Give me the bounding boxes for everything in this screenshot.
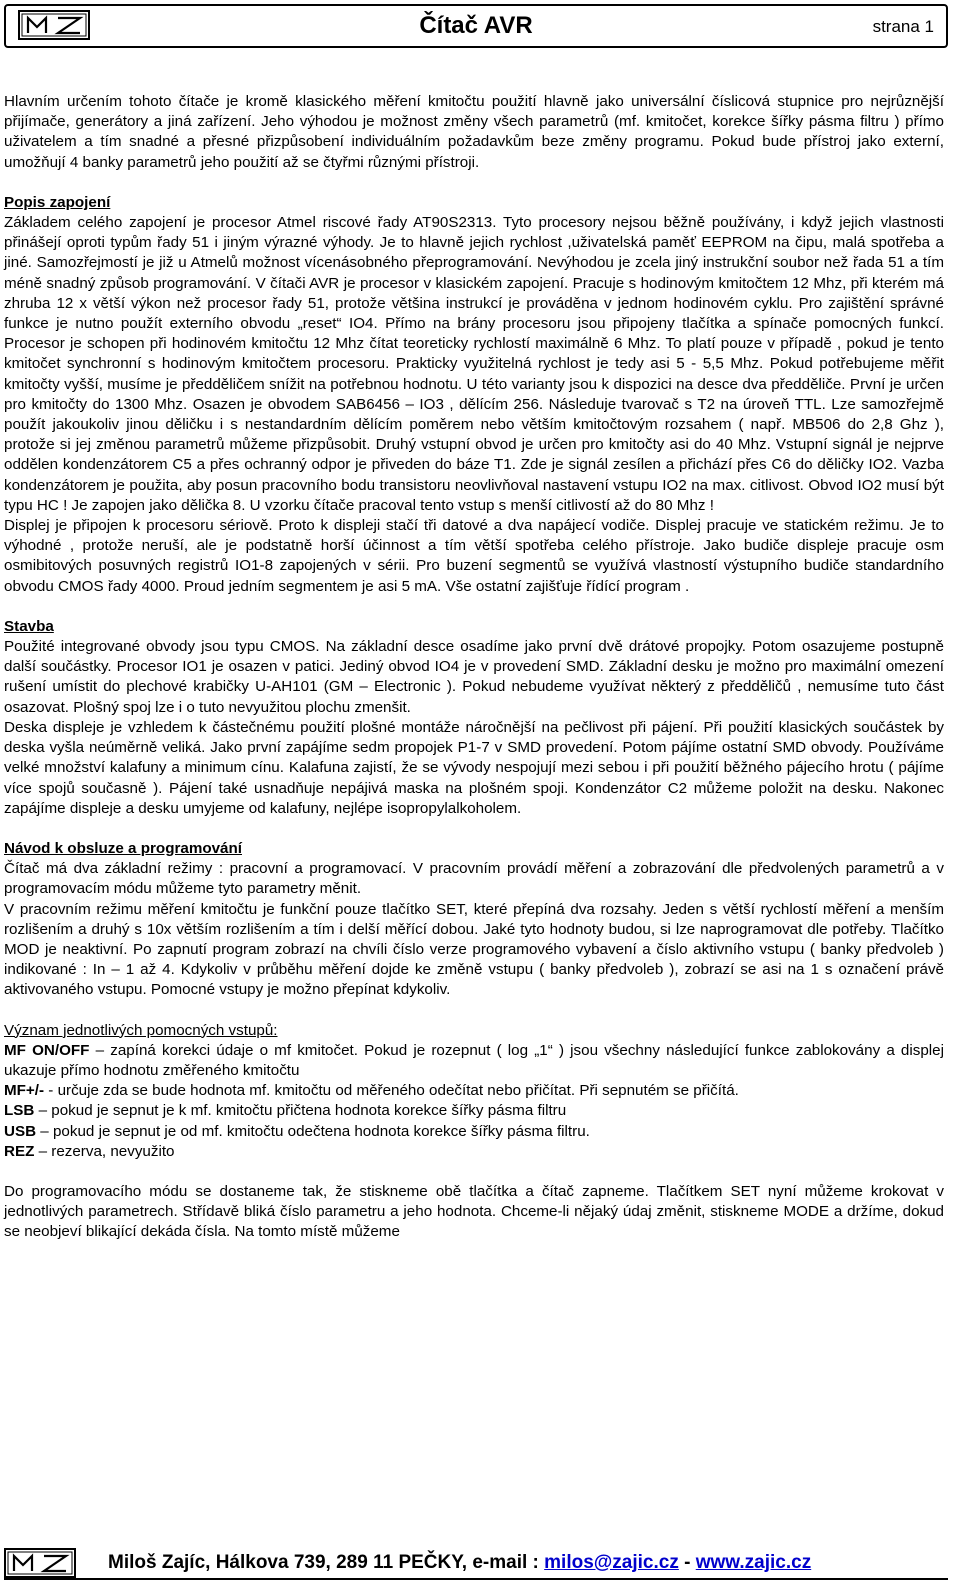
- item-text: - určuje zda se bude hodnota mf. kmitočtu od měřeného odečítat nebo přičítat. Při sepnutém se přičítá.: [44, 1082, 739, 1100]
- section-heading-popis: Popis zapojení: [4, 193, 111, 211]
- list-item: [4, 1041, 944, 1081]
- item-text: – rezerva, nevyužito: [34, 1142, 175, 1160]
- footer-address: Miloš Zajíc, Hálkova 739, 289 11 PEČKY, e-mail :: [108, 1552, 545, 1573]
- item-term: MF+/-: [4, 1082, 45, 1100]
- list-item: [4, 1142, 944, 1162]
- mz-logo-icon: [4, 1548, 76, 1578]
- list-item: [4, 1122, 944, 1142]
- stavba-paragraph-1: Použité integrované obvody jsou typu CMOS. Na základní desce osadíme jako první dvě drátové propojky. Potom osazujeme postupně další součástky. Procesor IO1 je osazen v patici. Jediný obvod IO4 je v provedení SMD. Základní desku je možno pro maximální omezení rušení umístit do plechové krabičky U-AH101 (GM – Electronic ). Pokud nebudeme využívat některý z předděličů , nemusíme tuto část osazovat. Plošný spoj lze i o tuto nevyužitou plochu zmenšit.: [4, 638, 944, 716]
- footer-divider: [4, 1578, 948, 1580]
- item-term: MF ON/OFF: [4, 1041, 90, 1059]
- web-link[interactable]: www.zajic.cz: [695, 1552, 812, 1573]
- navod-paragraph-2: V pracovním režimu měření kmitočtu je funkční pouze tlačítko SET, které přepíná dva rozsahy. Jeden s větší rychlostí měření a menším rozlišením a druhý s 10x větším rozlišením a tím i delší měřící dobou. Jaké tyto hodnoty budou, si lze naprogramovat dle potřeby. Tlačítko MOD je neaktivní. Po zapnutí program zobrazí na chvíli číslo verze programového vybavení a číslo aktivního vstupu ( banky předvoleb ) indikované : In – 1 až 4. Kdykoliv v průběhu měření dojde ke změně vstupu ( banky předvoleb ), zobrazí se asi na 1 s označení právě aktivovaného vstupu. Pomocné vstupy je možno přepínat kdykoliv.: [4, 900, 944, 999]
- item-term: LSB: [4, 1102, 35, 1120]
- navod-paragraph-1: Čítač má dva základní režimy : pracovní a programovací. V pracovním provádí měření a zobrazování dle předvolených parametrů a v programovacím módu můžeme tyto parametry měnit.: [4, 860, 944, 898]
- popis-paragraph-2: Displej je připojen k procesoru sériově. Proto k displeji stačí tři datové a dva napájecí vodiče. Displej pracuje ve statickém režimu. Je to výhodné , protože neruší, ale je podstatně horší účinnost a tím větší spotřeba celého přístroje. Jako budiče displeje pracuje osm osmibitových posuvných registrů IO1-8 zapojených v sérii. Pro buzení segmentů se využívá vlastností výstupního budiče standardního obvodu CMOS řady 4000. Proud jedním segmentem je asi 5 mA. Vše ostatní zajišťuje řídící program .: [4, 517, 944, 595]
- item-text: – pokud je sepnut je od mf. kmitočtu odečtena hodnota korekce šířky pásma filtru.: [36, 1122, 590, 1140]
- list-item: [4, 1101, 944, 1121]
- stavba-paragraph-2: Deska displeje je vzhledem k částečnému použití plošné montáže náročnější na pečlivost při pájení. Při použití klasických součástek by deska vyšla neúměrně veliká. Jako první zapájíme sedm propojek P1-7 v SMD provedení. Potom pájíme ostatní SMD obvody. Používáme velké množství kalafuny a minimum cínu. Kalafuna zajistí, že se vývody nespojují mezi sebou i při použití běžného pájecího hrotu ( pájíme více spojů současně ). Pájení také usnadňuje nepájivá maska na plošném spoji. Kondenzátor C2 můžeme položit na desku. Nakonec zapájíme displeje a desku umyjeme od kalafuny, nejlépe isopropylalkoholem.: [4, 718, 944, 817]
- item-text: – pokud je sepnut je k mf. kmitočtu přičtena hodnota korekce šířky pásma filtru: [34, 1102, 567, 1120]
- footer-contact: [108, 1552, 811, 1574]
- email-link[interactable]: milos@zajic.cz: [544, 1552, 679, 1573]
- page-title: Čítač AVR: [419, 12, 533, 39]
- section-heading-vyznam: Význam jednotlivých pomocných vstupů:: [4, 1021, 278, 1039]
- section-heading-stavba: Stavba: [4, 617, 54, 635]
- document-body: [4, 92, 944, 1243]
- footer-separator: -: [678, 1552, 696, 1573]
- item-term: USB: [4, 1122, 37, 1140]
- item-term: REZ: [4, 1142, 35, 1160]
- section-heading-navod: Návod k obsluze a programování: [4, 839, 242, 857]
- page-footer: [4, 1548, 948, 1582]
- list-item: [4, 1081, 944, 1101]
- page-number: strana 1: [872, 17, 934, 36]
- intro-paragraph: Hlavním určením tohoto čítače je kromě klasického měření kmitočtu použití hlavně jako universální číslicová stupnice pro nejrůznější přijímače, generátory a jiná zařízení. Jeho výhodou je možnost změny všech parametrů (mf. kmitočet, korekce šířky pásma filtru ) přímo uživatelem a tím snadné a přesné přizpůsobení individuálním požadavkům beze změny programu. Pokud bude přístroj jako externí, umožňují 4 banky parametrů jeho použití až se čtyřmi různými přístroji.: [4, 93, 944, 171]
- page-header: [4, 4, 948, 48]
- item-text: – zapíná korekci údaje o mf kmitočet. Pokud je rozepnut ( log „1“ ) jsou všechny následující funkce zablokovány a displej ukazuje přímo hodnotu změřeného kmitočtu: [4, 1041, 944, 1079]
- closing-paragraph: Do programovacího módu se dostaneme tak, že stiskneme obě tlačítka a čítač zapneme. Tlačítkem SET nyní můžeme krokovat v jednotlivých parametrech. Střídavě bliká číslo parametru a jeho hodnota. Chceme-li nějaký údaj změnit, stiskneme MODE a držíme, dokud se neobjeví blikající dekáda čísla. Na tomto místě můžeme: [4, 1182, 944, 1241]
- popis-paragraph-1: Základem celého zapojení je procesor Atmel riscové řady AT90S2313. Tyto procesory nejsou běžně používány, i když jejich vlastnosti přinášejí oproti typům řady 51 i jiným výrazné výhody. Je to hlavně jejich rychlost ,uživatelská paměť EEPROM na čipu, malá spotřeba a jiné. Samozřejmostí je již u Atmelů možnost vícenásobného přeprogramování. Nevýhodou je zcela jiný instrukční soubor než řada 51 a tím méně snadný způsob programování. V čítači AVR je procesor v klasickém zapojení. Pracuje s hodinovým kmitočtem 12 Mhz, při kterém má zhruba 12 x větší výkon než procesor řady 51, protože většina instrukcí je prováděna v jednom hodinovém cyklu. Pro zajištění správné funkce je nutno použít externího obvodu „reset“ IO4. Přímo na brány procesoru jsou připojeny tlačítka a spínače pomocných funkcí. Procesor je schopen při hodinovém kmitočtu 12 Mhz čítat teoreticky rychlostí maximálně 6 Mhz. To platí pouze v případě , pokud je tento kmitočet synchronní s hodinovým kmitočtem procesoru. Prakticky využitelná rychlost je tedy asi 5 - 5,5 Mhz. Pokud potřebujeme měřit kmitočty vyšší, musíme je předděličem snížit na potřebnou hodnotu. U této varianty jsou k dispozici na desce dva předděliče. První je určen pro kmitočty do 1300 Mhz. Osazen je obvodem SAB6456 – IO3 , dělícím 256. Následuje tvarovač s T2 na úroveň TTL. Lze samozřejmě použít jakoukoliv jinou děličku i s nestandardním dělícím poměrem nebo větším kmitočtovým rozsahem ( např. MB506 do 2,8 Ghz ), protože si jej změnou parametrů můžeme přizpůsobit. Druhý vstupní obvod je určen pro kmitočty asi do 40 Mhz. Vstupní signál je nejprve oddělen kondenzátorem C5 a přes ochranný odpor je přiveden do báze T1. Zde je signál zesílen a přichází přes C6 do děličky IO2. Vazba kondenzátorem je použita, aby posun pracovního bodu transistoru neovlivňoval nastavení vstupu IO2 na max. citlivost. Obvod IO2 musí být typu HC ! Je zapojen jako dělička 8. U vzorku čítače pracoval tento vstup s menší citlivostí až do 80 Mhz !: [4, 214, 944, 514]
